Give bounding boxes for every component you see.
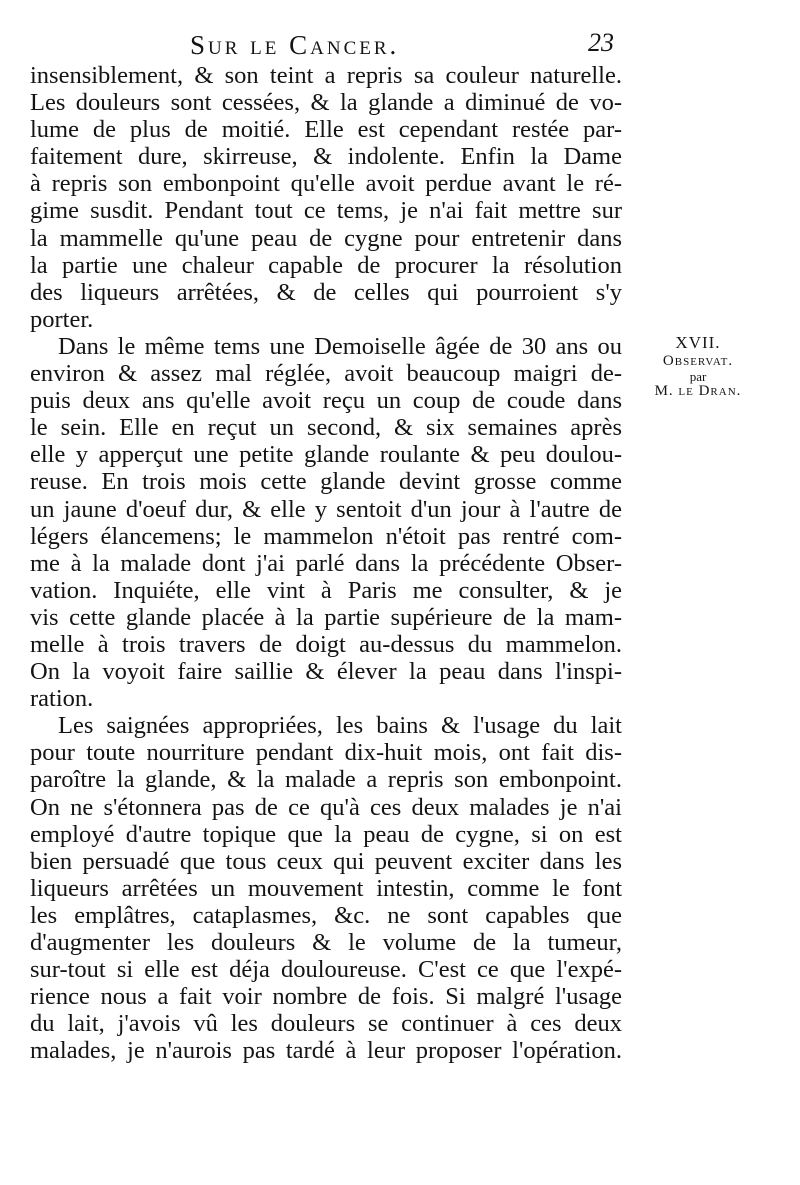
text-line: à repris son embonpoint qu'elle avoit perdue avant le ré- — [30, 170, 622, 198]
text-line: Les douleurs sont cessées, & la glande a diminué de vo- — [30, 89, 622, 117]
text-line: melle à trois travers de doigt au-dessus du mammelon. — [30, 630, 622, 658]
margin-note — [628, 333, 768, 401]
text-line: insensiblement, & son teint a repris sa couleur naturelle. — [30, 62, 622, 89]
body-text — [30, 62, 622, 1064]
text-line: rience nous a fait voir nombre de fois. Si malgré l'usage — [30, 983, 622, 1011]
text-line: Les saignées appropriées, les bains & l'usage du lait — [58, 712, 622, 740]
text-line: gime susdit. Pendant tout ce tems, je n'ai fait mettre sur — [30, 197, 622, 225]
text-line: pour toute nourriture pendant dix-huit mois, ont fait dis- — [30, 739, 622, 767]
text-line: vis cette glande placée à la partie supérieure de la mam- — [30, 603, 622, 631]
text-line: elle y apperçut une petite glande roulante & peu doulou- — [30, 441, 622, 469]
text-line: porter. — [30, 305, 94, 333]
text-line: malades, je n'aurois pas tardé à leur proposer l'opération. — [30, 1037, 622, 1065]
text-line: des liqueurs arrêtées, & de celles qui pourroient s'y — [30, 278, 622, 306]
text-line: On ne s'étonnera pas de ce qu'à ces deux malades je n'ai — [30, 793, 622, 821]
text-line: un jaune d'oeuf dur, & elle y sentoit d'un jour à l'autre de — [30, 495, 622, 523]
text-line: Dans le même tems une Demoiselle âgée de 30 ans ou — [58, 332, 622, 360]
text-line: le sein. Elle en reçut un second, & six semaines après — [30, 414, 622, 442]
text-line: faitement dure, skirreuse, & indolente. Enfin la Dame — [30, 143, 622, 171]
text-line: d'augmenter les douleurs & le volume de la tumeur, — [30, 929, 622, 956]
text-line: légers élancemens; le mammelon n'étoit pas rentré com- — [30, 522, 622, 550]
text-line: puis deux ans qu'elle avoit reçu un coup de coude dans — [30, 387, 622, 415]
page-number: 23 — [588, 28, 614, 57]
text-line: reuse. En trois mois cette glande devint grosse comme — [30, 468, 622, 496]
text-line: la partie une chaleur capable de procurer la résolution — [30, 251, 622, 279]
text-line: lume de plus de moitié. Elle est cependant restée par- — [30, 116, 622, 144]
text-line: ration. — [30, 685, 94, 713]
observation-by: par — [689, 369, 707, 384]
text-line: sur-tout si elle est déja douloureuse. C'est ce que l'expé- — [30, 956, 622, 984]
text-line: du lait, j'avois vû les douleurs se continuer à ces deux — [30, 1010, 622, 1038]
text-line: On la voyoit faire saillie & élever la peau dans l'inspi- — [30, 658, 622, 686]
text-line: me à la malade dont j'ai parlé dans la précédente Obser- — [30, 549, 622, 577]
observation-author: M. le Dran. — [654, 383, 742, 399]
running-title: Sur le Cancer. — [190, 30, 400, 60]
text-line: liqueurs arrêtées un mouvement intestin, comme le font — [30, 874, 622, 902]
text-line: employé d'autre topique que la peau de cygne, si on est — [30, 820, 622, 848]
observation-label: Observat. — [662, 353, 734, 369]
text-line: la mammelle qu'une peau de cygne pour entretenir dans — [30, 224, 622, 252]
observation-number: XVII. — [675, 333, 721, 352]
text-line: bien persuadé que tous ceux qui peuvent exciter dans les — [30, 847, 622, 875]
text-line: vation. Inquiéte, elle vint à Paris me consulter, & je — [30, 576, 622, 604]
text-line: les emplâtres, cataplasmes, &c. ne sont capables que — [30, 901, 622, 929]
text-line: paroître la glande, & la malade a repris son embonpoint. — [30, 766, 622, 794]
text-line: environ & assez mal réglée, avoit beaucoup maigri de- — [30, 360, 622, 388]
